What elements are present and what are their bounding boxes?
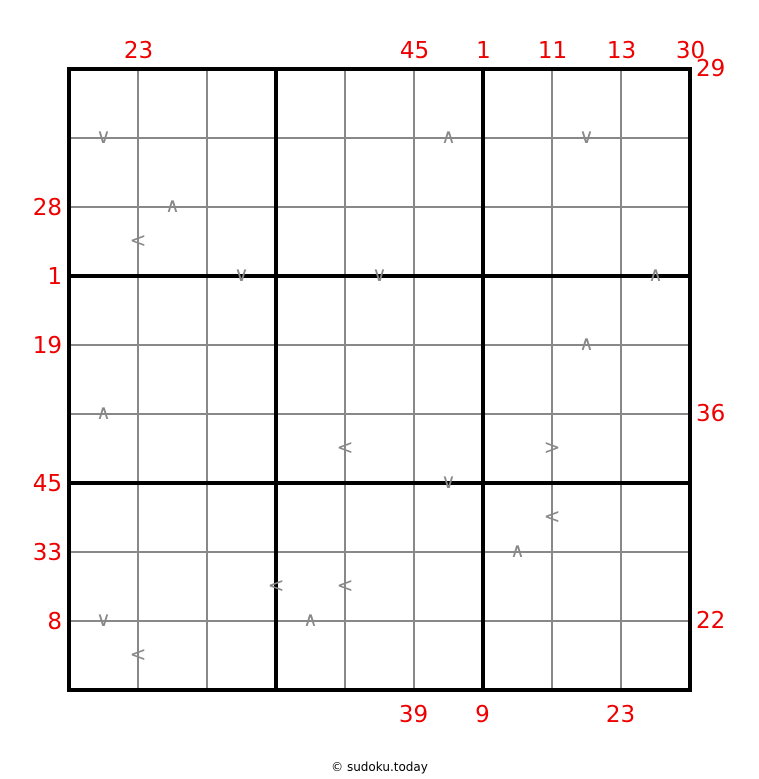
top-clue-col8: 13	[606, 38, 637, 64]
grid-cell-r8c6[interactable]	[414, 552, 483, 621]
greater-than-sign: >	[543, 434, 561, 459]
up-caret-sign: ∧	[648, 262, 663, 286]
less-than-sign: <	[129, 227, 147, 252]
grid-cell-r4c6[interactable]	[414, 276, 483, 345]
down-caret-sign: ∨	[96, 124, 111, 148]
grid-cell-r5c4[interactable]	[276, 345, 345, 414]
grid-cell-r3c7[interactable]	[483, 207, 552, 276]
right-clue-row6: 36	[696, 400, 726, 427]
less-than-sign: <	[336, 572, 354, 597]
down-caret-sign: ∨	[441, 469, 456, 493]
grid-cell-r4c4[interactable]	[276, 276, 345, 345]
down-caret-sign: ∨	[579, 124, 594, 148]
grid-cell-r6c2[interactable]	[138, 414, 207, 483]
grid-cell-r6c9[interactable]	[621, 414, 690, 483]
grid-cell-r1c4[interactable]	[276, 69, 345, 138]
grid-cell-r4c7[interactable]	[483, 276, 552, 345]
left-clue-row6: 45	[32, 470, 62, 497]
up-caret-sign: ∧	[303, 607, 318, 631]
grid-cell-r2c7[interactable]	[483, 138, 552, 207]
grid-cell-r7c2[interactable]	[138, 483, 207, 552]
grid-cell-r1c2[interactable]	[138, 69, 207, 138]
grid-cell-r9c5[interactable]	[345, 621, 414, 690]
less-than-sign: <	[543, 503, 561, 528]
grid-cell-r1c9[interactable]	[621, 69, 690, 138]
down-caret-sign: ∨	[234, 262, 249, 286]
grid-cell-r3c8[interactable]	[552, 207, 621, 276]
grid-cell-r9c9[interactable]	[621, 621, 690, 690]
grid-cell-r8c2[interactable]	[138, 552, 207, 621]
grid-cell-r5c6[interactable]	[414, 345, 483, 414]
grid-cell-r9c6[interactable]	[414, 621, 483, 690]
top-clue-col5: 45	[399, 38, 430, 64]
grid-cell-r1c5[interactable]	[345, 69, 414, 138]
grid-cell-r7c1[interactable]	[69, 483, 138, 552]
left-clue-row3: 1	[47, 263, 62, 290]
grid-cell-r3c4[interactable]	[276, 207, 345, 276]
grid-cell-r2c5[interactable]	[345, 138, 414, 207]
bottom-clue-col9: 23	[605, 702, 636, 728]
grid-cell-r5c9[interactable]	[621, 345, 690, 414]
up-caret-sign: ∧	[510, 538, 525, 562]
top-clue-col7: 11	[537, 38, 568, 64]
grid-cell-r3c6[interactable]	[414, 207, 483, 276]
grid-cell-r5c2[interactable]	[138, 345, 207, 414]
grid-cell-r9c7[interactable]	[483, 621, 552, 690]
grid-cell-r7c9[interactable]	[621, 483, 690, 552]
grid-cell-r7c3[interactable]	[207, 483, 276, 552]
left-clue-row7: 33	[32, 539, 62, 566]
bottom-clue-col7: 9	[475, 702, 490, 728]
bottom-clue-col6: 39	[398, 702, 429, 728]
grid-cell-r8c9[interactable]	[621, 552, 690, 621]
right-clue-row9: 22	[696, 607, 726, 634]
grid-cell-r4c2[interactable]	[138, 276, 207, 345]
less-than-sign: <	[336, 434, 354, 459]
grid-cell-r5c5[interactable]	[345, 345, 414, 414]
left-clue-row8: 8	[47, 608, 62, 635]
left-clue-row2: 28	[32, 194, 62, 221]
grid-cell-r2c4[interactable]	[276, 138, 345, 207]
grid-cell-r8c8[interactable]	[552, 552, 621, 621]
grid-cell-r2c9[interactable]	[621, 138, 690, 207]
up-caret-sign: ∧	[96, 400, 111, 424]
grid-cell-r7c4[interactable]	[276, 483, 345, 552]
top-clue-col1: 23	[123, 38, 154, 64]
grid-cell-r9c8[interactable]	[552, 621, 621, 690]
grid-cell-r1c7[interactable]	[483, 69, 552, 138]
up-caret-sign: ∧	[165, 193, 180, 217]
down-caret-sign: ∨	[372, 262, 387, 286]
right-clue-row1: 29	[696, 55, 726, 82]
grid-cell-r9c3[interactable]	[207, 621, 276, 690]
copyright-footer: © sudoku.today	[331, 760, 428, 774]
top-clue-col9: 30	[675, 38, 706, 64]
grid-cell-r4c1[interactable]	[69, 276, 138, 345]
up-caret-sign: ∧	[441, 124, 456, 148]
grid-cell-r5c3[interactable]	[207, 345, 276, 414]
left-clue-row4: 19	[32, 332, 62, 359]
top-clue-col6: 1	[476, 38, 491, 64]
grid-cell-r5c7[interactable]	[483, 345, 552, 414]
up-caret-sign: ∧	[579, 331, 594, 355]
grid-cell-r6c3[interactable]	[207, 414, 276, 483]
grid-cell-r1c3[interactable]	[207, 69, 276, 138]
less-than-sign: <	[267, 572, 285, 597]
grid-cell-r7c5[interactable]	[345, 483, 414, 552]
down-caret-sign: ∨	[96, 607, 111, 631]
grid-cell-r2c3[interactable]	[207, 138, 276, 207]
less-than-sign: <	[129, 641, 147, 666]
